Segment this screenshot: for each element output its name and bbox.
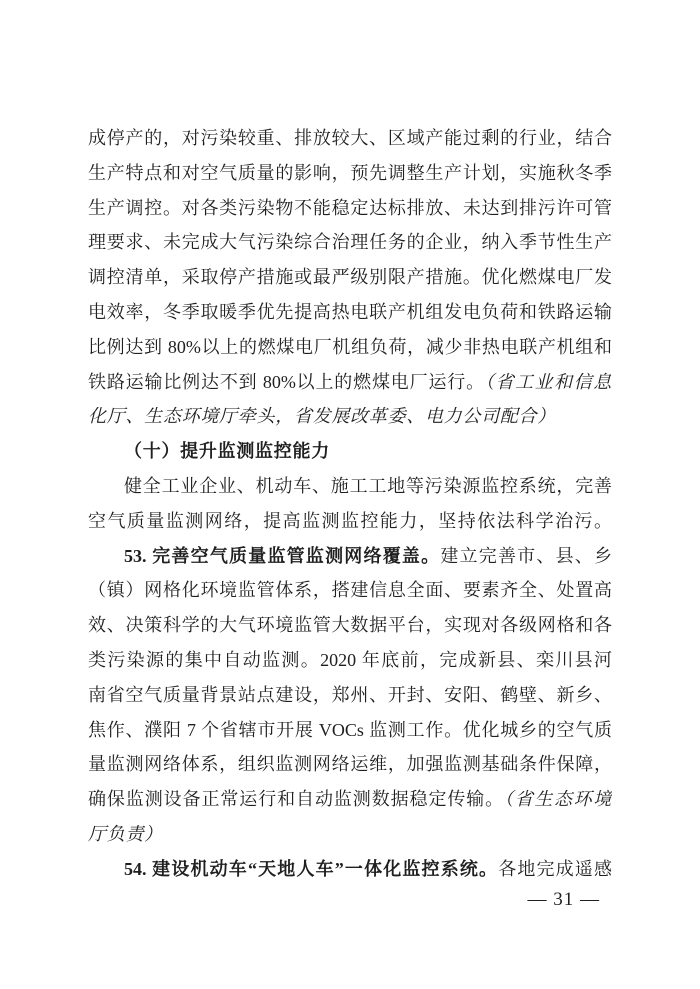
text-line	[88, 469, 612, 504]
text-segment-body: 比例达到 80%以上的燃煤电厂机组负荷，减少非热电联产机组和	[88, 336, 612, 357]
text-segment-body: 空气质量监测网络，提高监测监控能力，坚持依法科学治污。	[88, 510, 612, 531]
text-segment-kai: 化厅、生态环境厅牵头，省发展改革委、电力公司配合）	[88, 406, 556, 427]
text-line	[88, 608, 612, 643]
text-line	[88, 713, 612, 748]
text-segment-body: 生产调控。对各类污染物不能稳定达标排放、未达到排污许可管	[88, 197, 612, 218]
text-line	[88, 573, 612, 608]
text-line	[88, 121, 612, 156]
text-line	[88, 678, 612, 713]
text-line	[88, 747, 612, 782]
text-line	[88, 156, 612, 191]
text-segment-kai: （省工业和信息	[484, 371, 612, 392]
text-segment-body: 量监测网络体系，组织监测网络运维，加强监测基础条件保障，	[88, 754, 612, 775]
text-line	[88, 434, 612, 469]
text-segment-kai: （省生态环境	[504, 789, 612, 810]
text-line	[88, 191, 612, 226]
text-segment-body: 成停产的，对污染较重、排放较大、区域产能过剩的行业，结合	[88, 128, 612, 148]
text-line	[88, 365, 612, 400]
text-segment-b: 53. 完善空气质量监管监测网络覆盖。	[124, 545, 441, 566]
text-line	[88, 225, 612, 260]
text-segment-body: 建立完善市、县、乡	[440, 545, 612, 566]
text-segment-body: 南省空气质量背景站点建设，郑州、开封、安阳、鹤壁、新乡、	[88, 684, 612, 705]
text-line	[88, 330, 612, 365]
text-line	[88, 539, 612, 574]
text-line	[88, 399, 612, 434]
text-segment-body: 焦作、濮阳 7 个省辖市开展 VOCs 监测工作。优化城乡的空气质	[88, 719, 612, 740]
text-line	[88, 260, 612, 295]
text-segment-heading: （十）提升监测监控能力	[124, 441, 330, 462]
text-segment-body: 健全工业企业、机动车、施工工地等污染源监控系统，完善	[124, 475, 612, 496]
text-segment-body: （镇）网格化环境监管体系，搭建信息全面、要素齐全、处置高	[88, 580, 612, 601]
text-segment-body: 调控清单，采取停产措施或最严级别限产措施。优化燃煤电厂发	[88, 267, 612, 288]
text-segment-body: 确保监测设备正常运行和自动监测数据稳定传输。	[88, 789, 505, 810]
text-segment-body: 生产特点和对空气质量的影响，预先调整生产计划，实施秋冬季	[88, 162, 612, 183]
text-line	[88, 295, 612, 330]
text-line	[88, 852, 612, 887]
text-line	[88, 643, 612, 678]
text-segment-body: 理要求、未完成大气污染综合治理任务的企业，纳入季节性生产	[88, 232, 612, 253]
text-line	[88, 504, 612, 539]
text-segment-kai: 厅负责）	[88, 823, 163, 844]
text-segment-body: 各地完成遥感	[498, 858, 612, 879]
page-number: — 31 —	[527, 889, 600, 910]
text-segment-body: 类污染源的集中自动监测。2020 年底前，完成新县、栾川县河	[88, 649, 612, 670]
text-segment-body: 电效率，冬季取暖季优先提高热电联产机组发电负荷和铁路运输	[88, 301, 612, 322]
text-line	[88, 782, 612, 817]
text-line	[88, 817, 612, 852]
text-segment-body: 铁路运输比例达不到 80%以上的燃煤电厂运行。	[88, 371, 485, 392]
document-text-block	[88, 121, 612, 887]
text-segment-b: 54. 建设机动车“天地人车”一体化监控系统。	[124, 858, 499, 879]
text-segment-body: 效、决策科学的大气环境监管大数据平台，实现对各级网格和各	[88, 615, 612, 636]
